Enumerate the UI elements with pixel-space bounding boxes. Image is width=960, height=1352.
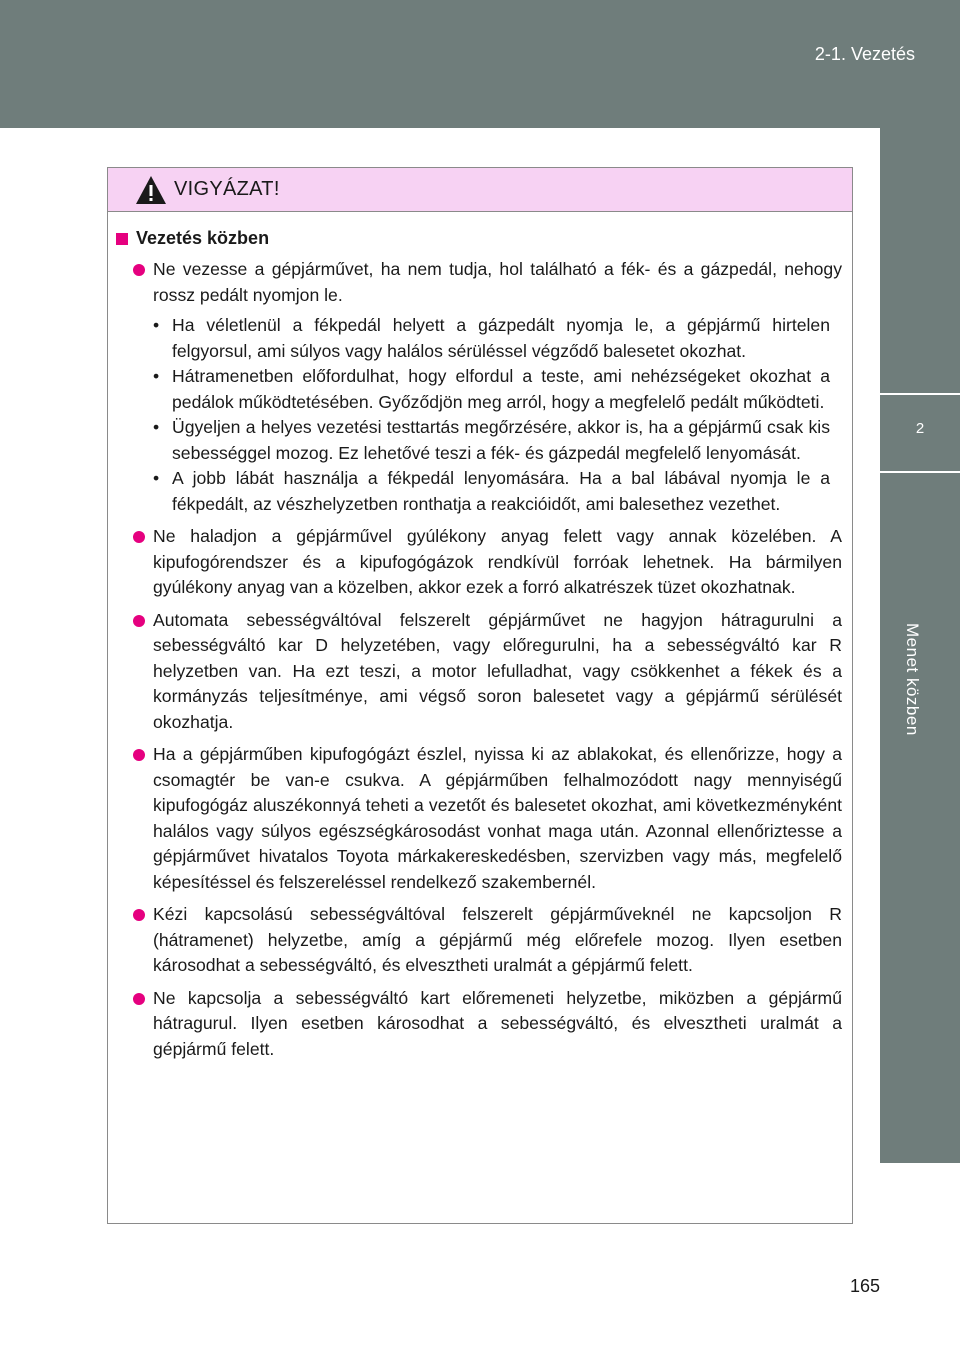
caution-item [116,257,842,517]
sub-list-item [153,466,830,517]
circle-bullet-icon [133,749,145,761]
caution-item [116,902,842,979]
caution-item [116,524,842,601]
sub-item-text: A jobb lábát használja a fékpedál lenyomására. Ha a bal lábával nyomja le a fékpedált, az vészhelyzetben ronthatja a reakcióidőt, ami balesethez vezethet. [172,468,830,514]
sub-bullet-mark: • [153,417,160,437]
sub-bullet-mark: • [153,468,160,488]
chapter-label: Menet közben [903,623,922,736]
circle-bullet-icon [133,993,145,1005]
page-number: 165 [849,1276,880,1296]
section-heading-text: Vezetés közben [136,228,270,248]
sub-list-item [153,313,830,364]
circle-bullet-icon [133,531,145,543]
sub-bullet-mark: • [153,315,160,335]
circle-bullet-icon [133,615,145,627]
section-title: 2-1. Vezetés [814,44,915,64]
caution-item-text: Ne kapcsolja a sebességváltó kart előremeneti helyzetbe, miközben a gépjármű hátragurul. Ilyen esetben károsodhat a sebességváltó, és elvesztheti uralmát a gépjármű felett. [153,987,842,1059]
sub-list-item [153,364,830,415]
sub-item-text: Ügyeljen a helyes vezetési testtartás megőrzésére, akkor is, ha a gépjármű csak kis sebességgel mozog. Ez lehetővé teszi a fék- és gázpedál megfelelő lenyomását. [172,417,830,463]
warning-triangle-icon [134,174,168,206]
sub-item-text: Hátramenetben előfordulhat, hogy elfordul a teste, ami nehézségeket okozhat a pedálok működtetésében. Győződjön meg arról, hogy a megfelelő pedált működteti. [172,366,830,412]
section-heading [116,228,842,249]
caution-item-text: Automata sebességváltóval felszerelt gépjárművet ne hagyjon hátragurulni a sebességváltó kar D helyzetében, vagy előregurulni, ha a sebességváltó kar R helyzetben van. Ha ezt teszi, a motor lefulladhat, vagy csökkenhet a fékek és a kormányzás teljesítménye, ami végső soron balesetet vagy a gépjármű sérülését okozhatja. [153,609,842,732]
caution-item [116,608,842,736]
caution-item [116,742,842,895]
caution-item-text: Ne haladjon a gépjárművel gyúlékony anyag felett vagy annak közelében. A kipufogórendszer és a kipufogógázok rendkívül forróak lehetnek. Ha bármilyen gyúlékony anyag van a közelben, akkor ezek a forró alkatrészek tüzet okozhatnak. [153,526,842,597]
caution-item-text: Ha a gépjárműben kipufogógázt észlel, nyissa ki az ablakokat, és ellenőrizze, hogy a csomagtér be van-e csukva. A gépjárműben felhalmozódott nagy mennyiségű kipufogógáz aluszékonnyá teheti a vezetőt és balesetet okozhat, ami következményként halálos vagy súlyos egészségkárosodást vonhat maga után. Azonnal ellenőriztesse a gépjárművet hivatalos Toyota márkakereskedésben, szervizben vagy más, megfelelő képesítéssel és felszereléssel rendelkező szakembernél. [153,744,842,892]
square-bullet-icon [116,233,128,245]
sub-bullet-mark: • [153,366,160,386]
header-band [0,0,960,128]
circle-bullet-icon [133,264,145,276]
sub-item-text: Ha véletlenül a fékpedál helyett a gázpedált nyomja le, a gépjármű hirtelen felgyorsul, ami súlyos vagy halálos sérüléssel végződő balesetet okozhat. [172,315,830,361]
caution-body [108,212,852,1062]
caution-item [116,986,842,1063]
caution-header [108,168,852,212]
sub-list [153,313,842,517]
caution-item-text: Kézi kapcsolású sebességváltóval felszerelt gépjárműveknél ne kapcsoljon R (hátramenet) helyzetbe, amíg a gépjármű még előrefele mozog. Ilyen esetben károsodhat a sebességváltó, és elvesztheti uralmát a gépjármű felett. [153,904,842,975]
chapter-side-tab [880,128,960,1163]
sub-list-item [153,415,830,466]
caution-item-text: Ne vezesse a gépjárművet, ha nem tudja, hol található a fék- és a gázpedál, nehogy rossz pedált nyomjon le. [153,259,842,305]
caution-title: VIGYÁZAT! [174,178,280,200]
caution-box [107,167,853,1224]
circle-bullet-icon [133,909,145,921]
chapter-number: 2 [915,420,925,437]
